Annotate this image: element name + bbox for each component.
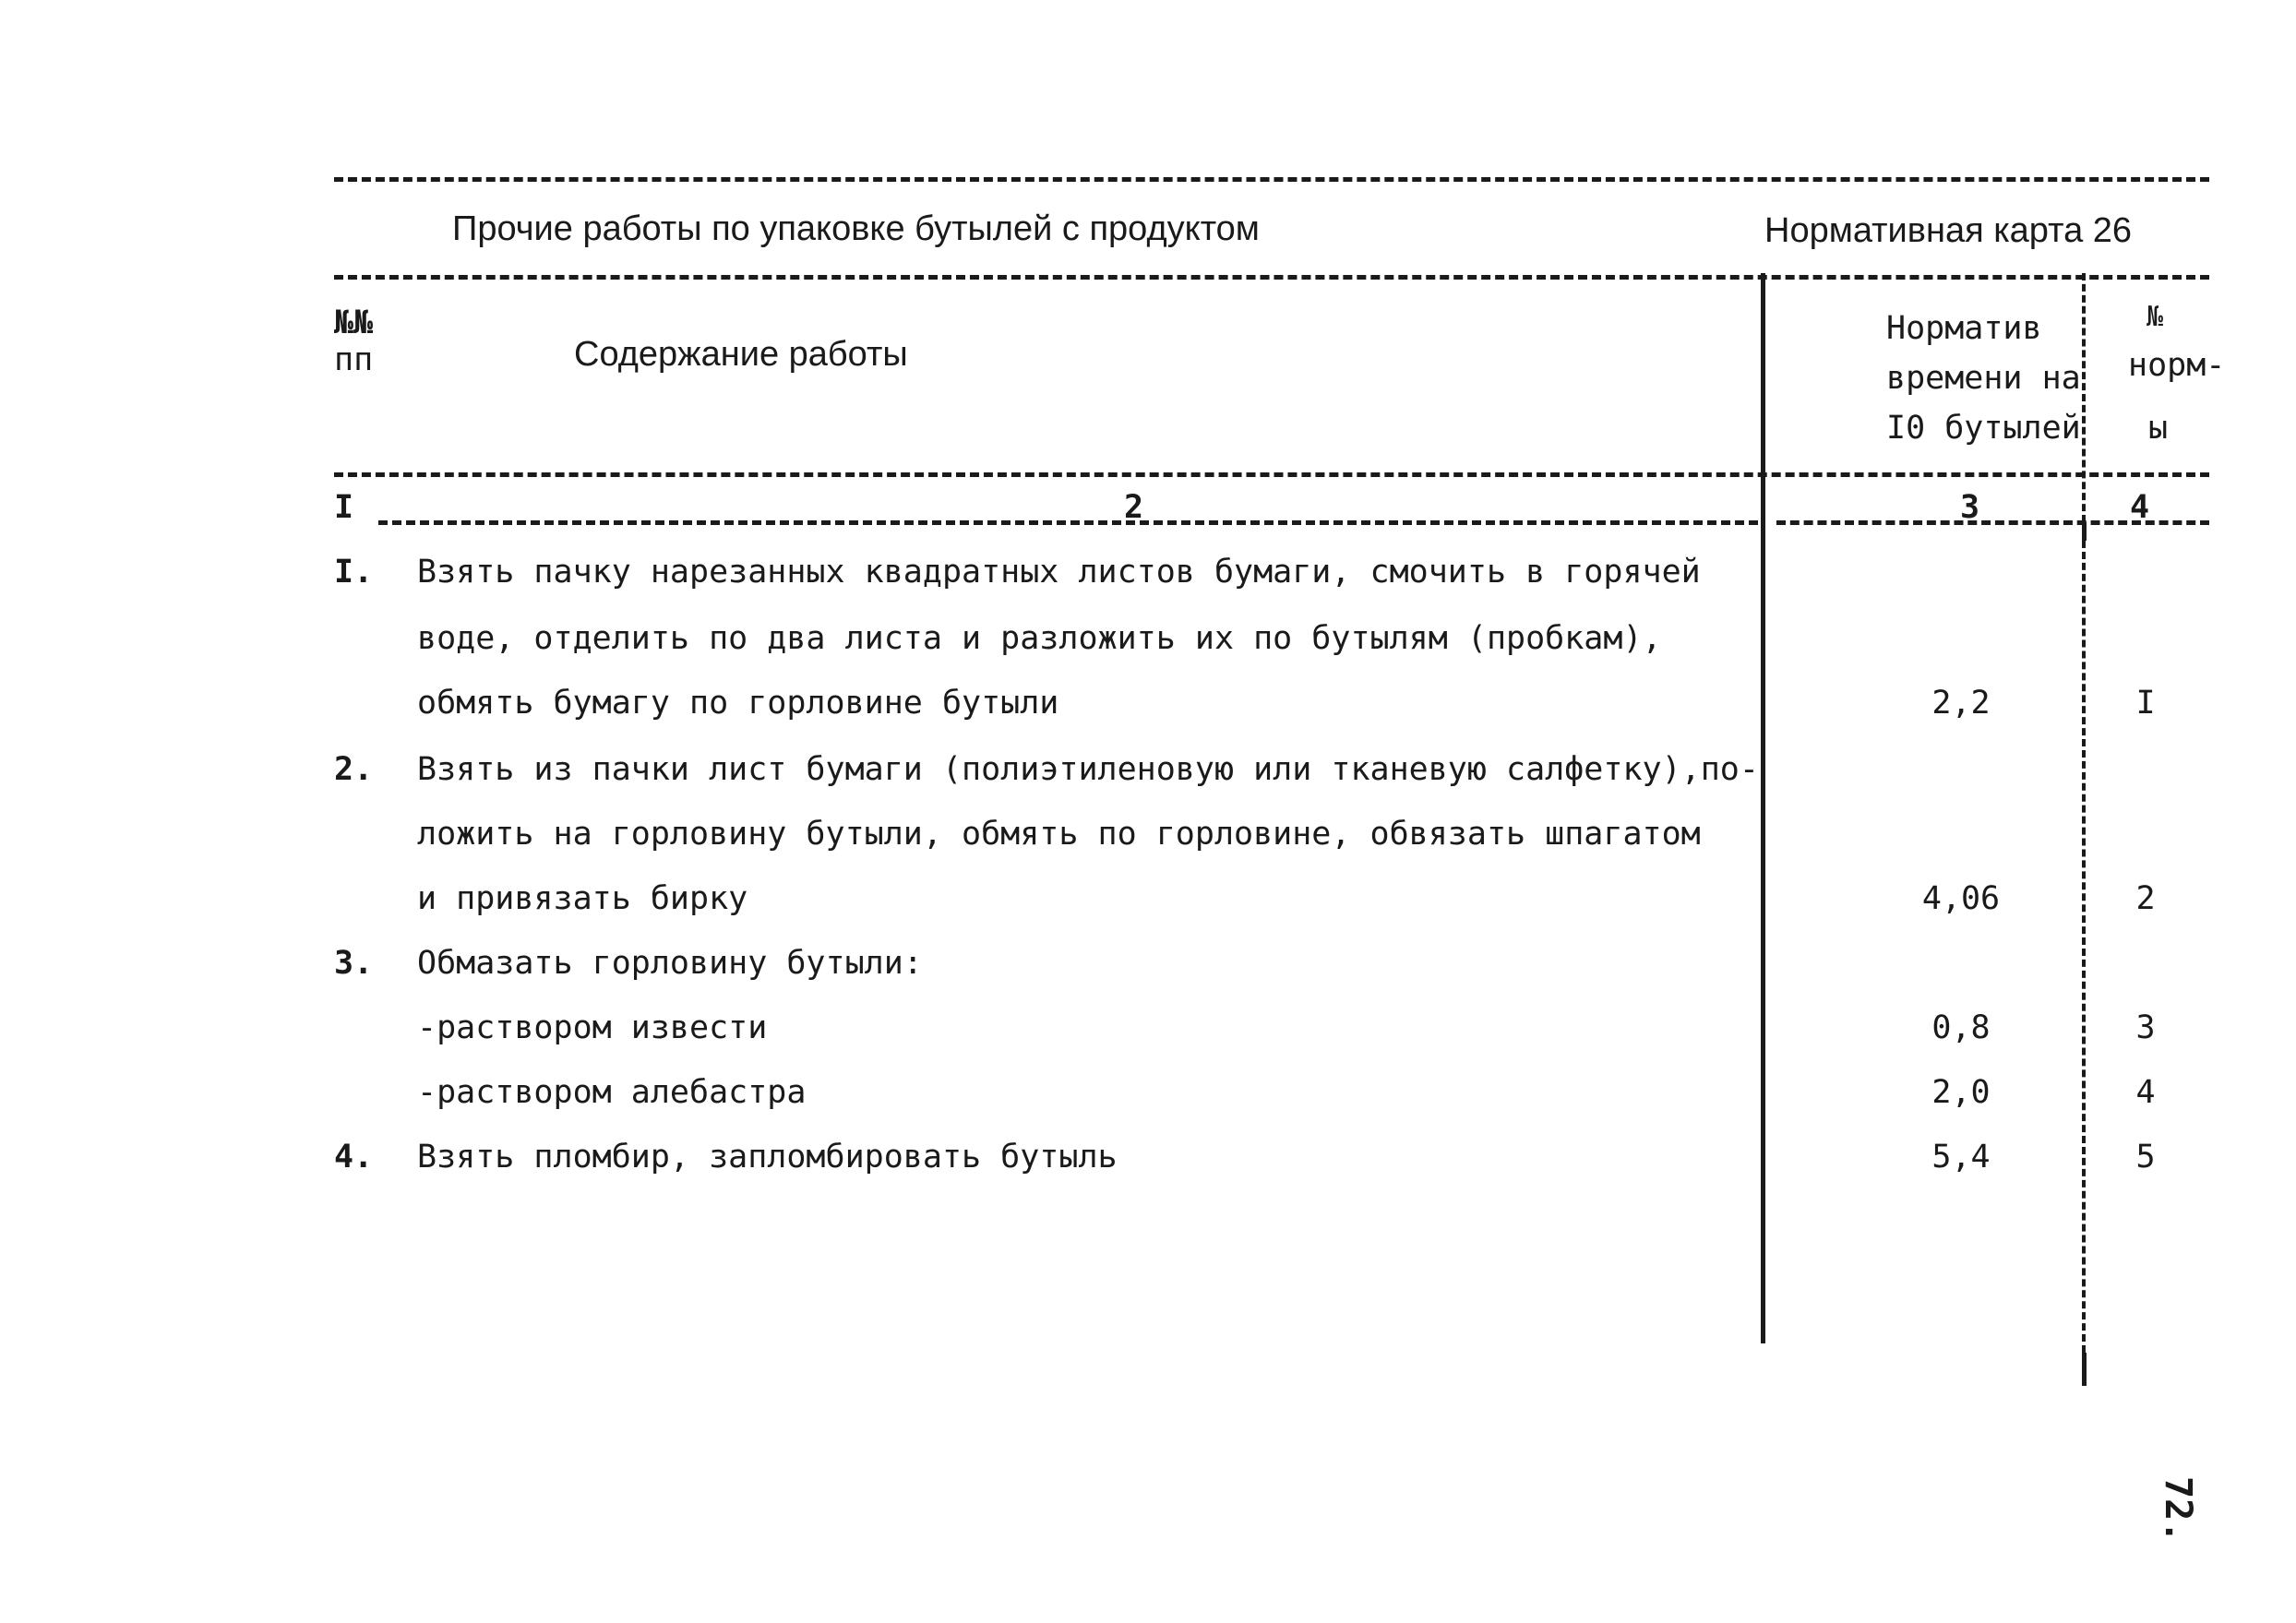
col-header-num-1: №№ <box>334 304 374 341</box>
col-header-norm-3: I0 бутылей <box>1886 410 2081 447</box>
row-2-number: 2. <box>334 751 374 788</box>
row-3b-time: 2,0 <box>1931 1074 1991 1111</box>
header-rule <box>334 275 2209 280</box>
row-3b-line-1: -раствором алебастра <box>417 1074 807 1111</box>
row-2-line-3: и привязать бирку <box>417 880 748 917</box>
row-1-norm: I <box>2135 685 2156 722</box>
col-number-4: 4 <box>2130 489 2150 526</box>
row-1-line-1: Взять пачку нарезанных квадратных листов бумаги, смочить в горячей <box>417 554 1701 591</box>
column-header-rule <box>334 472 2209 477</box>
row-3-number: 3. <box>334 945 374 982</box>
page-title: Прочие работы по упаковке бутылей с продуктом <box>452 209 1260 248</box>
row-3b-norm: 4 <box>2135 1074 2156 1111</box>
row-2-time: 4,06 <box>1921 880 2001 917</box>
row-4-time: 5,4 <box>1931 1139 1991 1175</box>
row-1-number: I. <box>334 554 374 591</box>
column-divider-norm-no-top <box>2082 273 2086 522</box>
col-header-norm-no-1: № <box>2147 301 2164 333</box>
column-divider-content-norm <box>1761 273 1765 1343</box>
col-header-norm-no-2: норм- <box>2128 347 2226 384</box>
row-1-time: 2,2 <box>1931 685 1991 722</box>
col-number-2: 2 <box>1124 489 1144 526</box>
row-2-line-2: ложить на горловину бутыли, обмять по горловине, обвязать шпагатом <box>417 816 1701 853</box>
col-number-3: 3 <box>1960 489 1980 526</box>
row-3a-line-1: -раствором извести <box>417 1009 768 1046</box>
row-1-line-2: воде, отделить по два листа и разложить их по бутылям (пробкам), <box>417 620 1662 657</box>
col-header-content: Содержание работы <box>574 335 908 374</box>
row-3a-norm: 3 <box>2135 1009 2156 1046</box>
column-divider-norm-no <box>2082 522 2087 541</box>
row-3-line-1: Обмазать горловину бутыли: <box>417 945 923 982</box>
col-header-norm-1: Норматив <box>1886 310 2042 347</box>
row-4-number: 4. <box>334 1139 374 1175</box>
row-4-line-1: Взять пломбир, запломбировать бутыль <box>417 1139 1118 1175</box>
row-2-line-1: Взять из пачки лист бумаги (полиэтиленовую или тканевую салфетку),по- <box>417 751 1759 788</box>
column-divider-norm-no-body <box>2082 541 2086 1353</box>
column-divider-norm-no-bottom <box>2082 1353 2087 1386</box>
top-rule <box>334 177 2209 182</box>
row-2-norm: 2 <box>2135 880 2156 917</box>
col-header-num-2: пп <box>334 341 374 378</box>
col-number-1: I <box>334 489 354 526</box>
page-number: 72. <box>2157 1476 2199 1544</box>
row-4-norm: 5 <box>2135 1139 2156 1175</box>
row-1-line-3: обмять бумагу по горловине бутыли <box>417 685 1059 722</box>
col-header-norm-no-3: ы <box>2148 410 2169 447</box>
norm-card-label: Нормативная карта 26 <box>1764 211 2133 250</box>
row-3a-time: 0,8 <box>1931 1009 1991 1046</box>
column-number-rule-left <box>378 520 1758 525</box>
col-header-norm-2: времени на <box>1886 360 2081 397</box>
